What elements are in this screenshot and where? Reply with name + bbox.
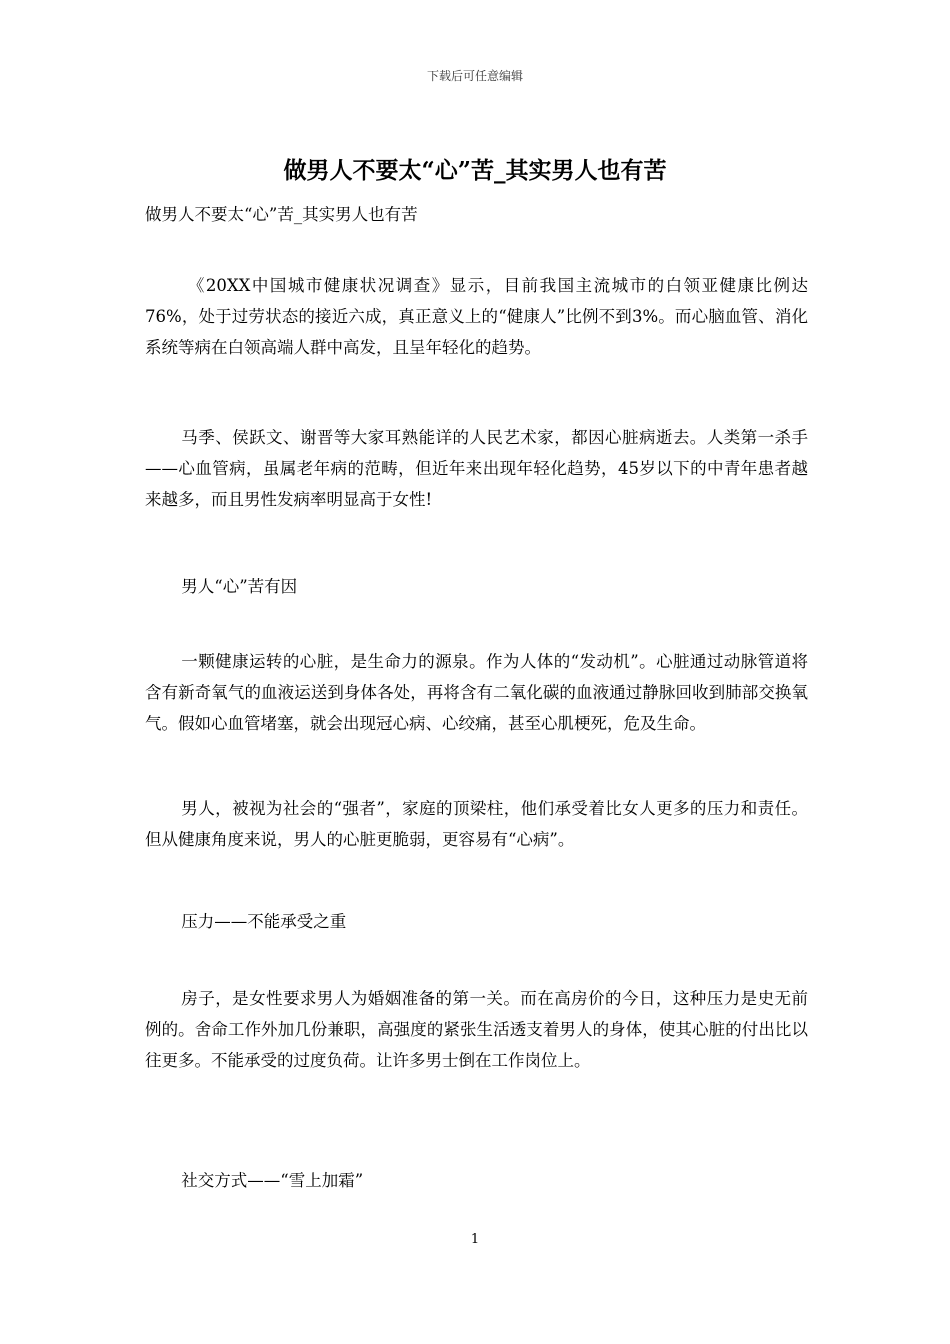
paragraph-housing: 房子，是女性要求男人为婚姻准备的第一关。而在高房价的今日，这种压力是史无前例的。舍命工作外加几份兼职，高强度的紧张生活透支着男人的身体，使其心脏的付出比以往更多。不能承受的过度负荷。让许多男士倒在工作岗位上。 [145, 989, 808, 1070]
paragraph-survey: 《20XX中国城市健康状况调查》显示，目前我国主流城市的白领亚健康比例达76%，处于过劳状态的接近六成，真正意义上的“健康人”比例不到3%。而心脑血管、消化系统等病在白领高端人群中高发，且呈年轻化的趋势。 [145, 276, 808, 357]
section-heading-social: 社交方式——“雪上加霜” [181, 1171, 364, 1190]
document-subtitle: 做男人不要太“心”苦_其实男人也有苦 [145, 205, 418, 224]
paragraph-artists: 马季、侯跃文、谢晋等大家耳熟能详的人民艺术家，都因心脏病逝去。人类第一杀手——心血管病，虽属老年病的范畴，但近年来出现年轻化趋势，45岁以下的中青年患者越来越多，而且男性发病率明显高于女性! [145, 428, 808, 509]
paragraph-men-pressure: 男人，被视为社会的“强者”，家庭的顶梁柱，他们承受着比女人更多的压力和责任。但从健康角度来说，男人的心脏更脆弱，更容易有“心病”。 [145, 799, 808, 849]
document-title: 做男人不要太“心”苦_其实男人也有苦 [283, 157, 667, 184]
page-number: 1 [470, 1232, 480, 1247]
paragraph-heart-function: 一颗健康运转的心脏，是生命力的源泉。作为人体的“发动机”。心脏通过动脉管道将含有新奇氧气的血液运送到身体各处，再将含有二氧化碳的血液通过静脉回收到肺部交换氧气。假如心血管堵塞，就会出现冠心病、心绞痛，甚至心肌梗死，危及生命。 [145, 652, 808, 733]
section-heading-causes: 男人“心”苦有因 [181, 577, 298, 596]
section-heading-pressure: 压力——不能承受之重 [181, 912, 347, 931]
header-note: 下载后可任意编辑 [426, 69, 523, 83]
